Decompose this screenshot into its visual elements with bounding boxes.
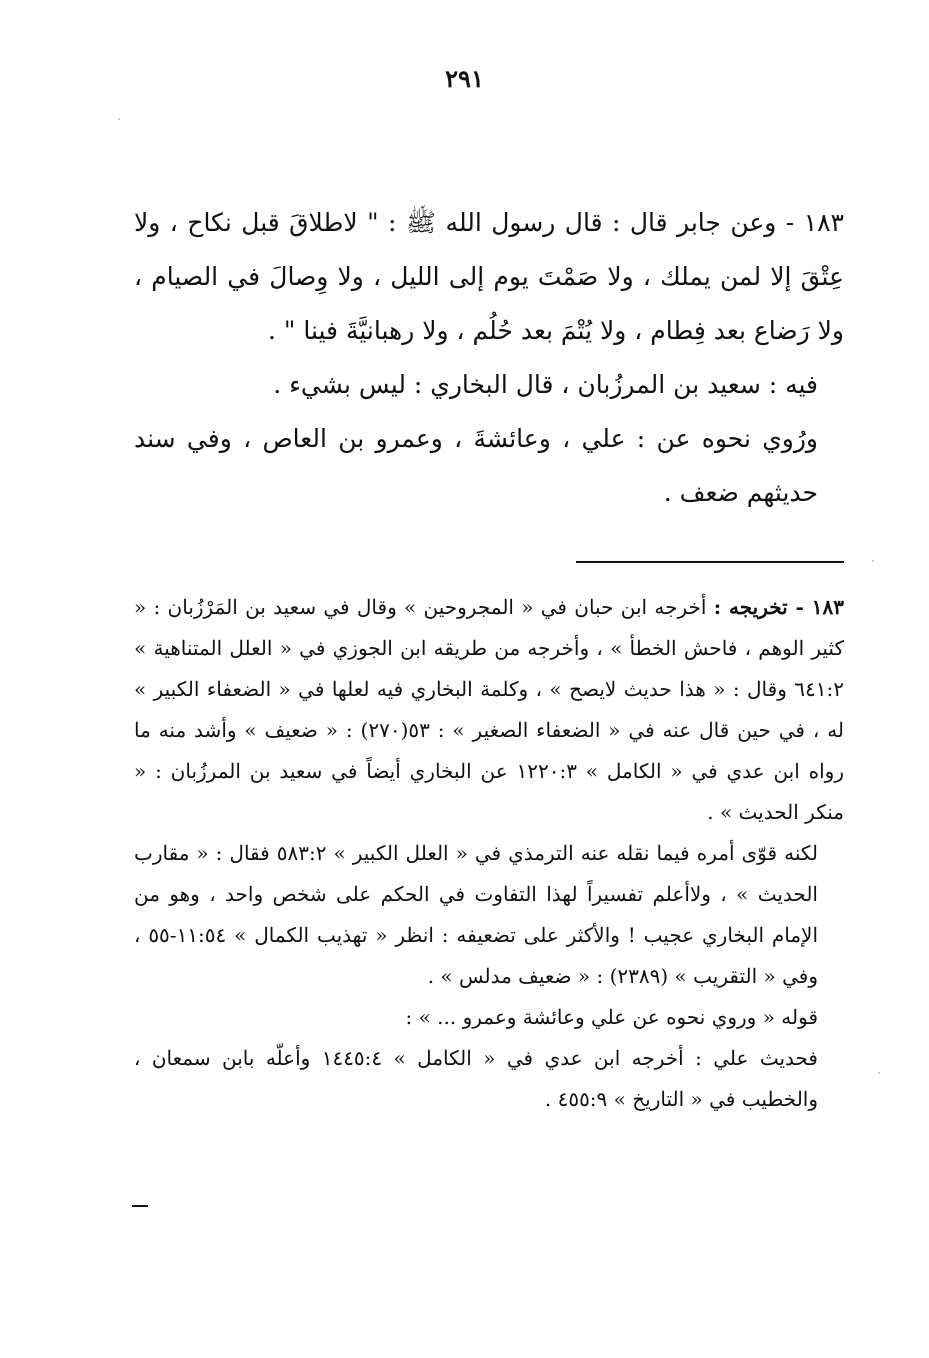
scan-speck bbox=[872, 560, 874, 562]
scan-speck bbox=[878, 1072, 880, 1074]
footnote-separator bbox=[576, 561, 844, 563]
narrator-note: فيه : سعيد بن المرزُبان ، قال البخاري : ليس بشيء . bbox=[273, 370, 818, 399]
takhrij-text: أخرجه ابن حبان في « المجروحين » وقال في سعيد بن المَرْزُبان : « كثير الوهم ، فاحش الخطأ » ، وأخرجه من طريقه ابن الجوزي في « العلل المتناهية » ٦٤١:٢ وقال : « هذا حديث لايصح » ، وكلمة البخاري فيه لعلها في « الضعفاء الكبير » له ، في حين قال عنه في « الضعفاء الصغير » : ٥٣(٢٧٠) : « ضعيف » وأشد منه ما رواه ابن عدي في « الكامل » ١٢٢٠:٣ عن البخاري أيضاً في سعيد بن المرزُبان : « منكر الحديث » . bbox=[134, 595, 845, 824]
takhrij-paragraph bbox=[134, 587, 844, 833]
page-number: ٢٩١ bbox=[445, 64, 484, 93]
other-narrations-paragraph: ورُوي نحوه عن : علي ، وعائشةَ ، وعمرو بن العاص ، وفي سند حديثهم ضعف . bbox=[134, 424, 818, 507]
quote-line: قوله « وروي نحوه عن علي وعائشة وعمرو ... » : bbox=[405, 1005, 818, 1029]
takhrij-label: ١٨٣ - تخريجه : bbox=[713, 595, 845, 619]
footnotes-block bbox=[134, 587, 844, 1120]
continuation-mark bbox=[132, 1205, 148, 1207]
hadith-paragraph: ١٨٣ - وعن جابر قال : قال رسول الله ﷺ : " لاطلاقَ قبل نكاح ، ولا عِتْقَ إلا لمن يملك ، ولا صَمْتَ يوم إلى الليل ، ولا وِصالَ في الصيام ، ولا رَضاع بعد فِطام ، ولا يُتْمَ بعد حُلُم ، ولا رهبانيَّةَ فينا " . bbox=[134, 208, 844, 345]
ali-hadith-paragraph: فحديث علي : أخرجه ابن عدي في « الكامل » ١٤٤٥:٤ وأعلّه بابن سمعان ، والخطيب في « التاريخ » ٤٥٥:٩ . bbox=[134, 1046, 818, 1111]
tirmidhi-paragraph: لكنه قوّى أمره فيما نقله عنه الترمذي في « العلل الكبير » ٥٨٣:٢ فقال : « مقارب الحديث » ، ولاأعلم تفسيراً لهذا التفاوت في الحكم على شخص واحد ، وهو من الإمام البخاري عجيب ! والأكثر على تضعيفه : انظر « تهذيب الكمال » ١١:٥٤-٥٥ ، وفي « التقريب » (٢٣٨٩) : « ضعيف مدلس » . bbox=[134, 841, 819, 988]
main-text-block bbox=[134, 196, 844, 520]
scan-speck bbox=[118, 118, 120, 120]
